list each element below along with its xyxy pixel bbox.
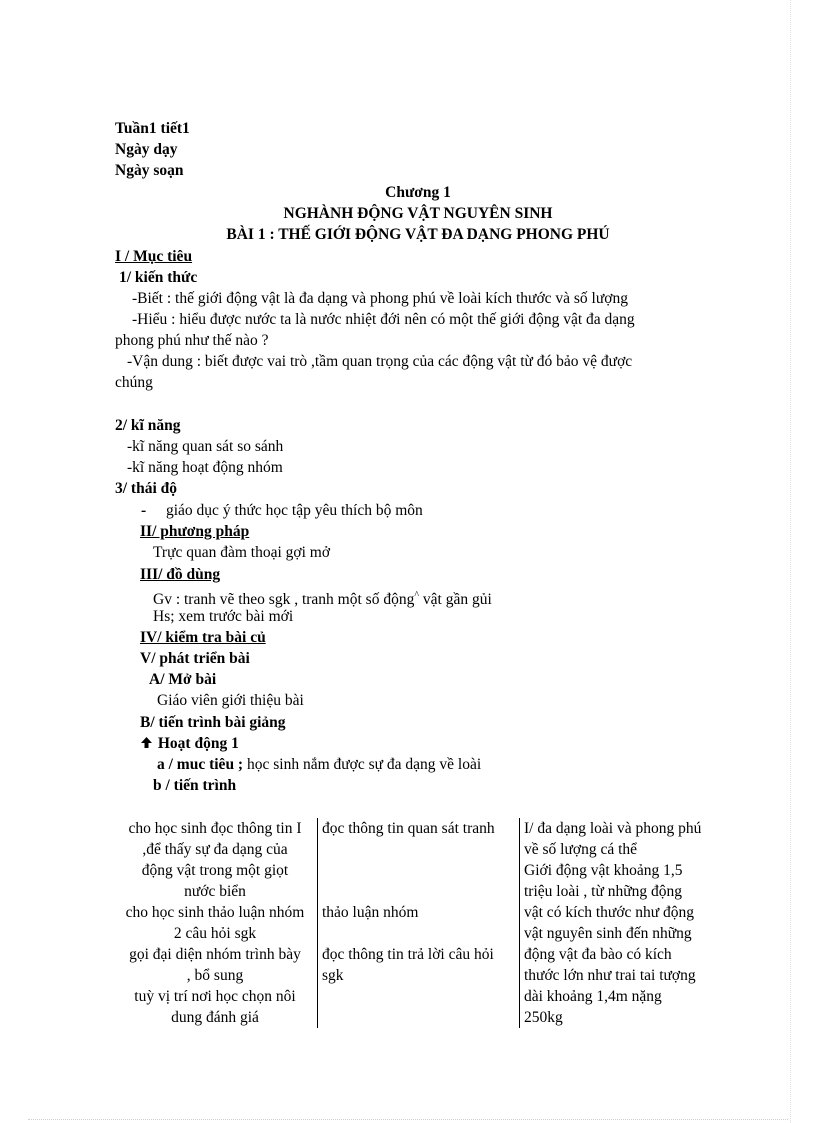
goal-line	[157, 754, 481, 775]
section-title: NGHÀNH ĐỘNG VẬT NGUYÊN SINH	[283, 205, 553, 222]
table-cell-line: ,để thấy sự đa dạng của	[142, 841, 288, 858]
teach-date-label: Ngày dạy	[115, 141, 178, 158]
knowledge-understand-2: phong phú như thế nào ?	[115, 332, 269, 349]
content-column	[519, 818, 720, 1028]
table-cell-line: động vật đa bào có kích	[524, 946, 672, 963]
materials-teacher-sup: ^	[414, 590, 420, 601]
table-cell-line: dài khoảng 1,4m nặng	[524, 988, 662, 1005]
development-heading: V/ phát triển bài	[140, 650, 250, 667]
student-activity-column	[317, 818, 518, 1028]
table-cell-line: I/ đa dạng loài và phong phú	[524, 820, 702, 837]
materials-student: Hs; xem trước bài mới	[153, 608, 294, 625]
table-cell-line	[318, 881, 518, 902]
table-cell-line: gọi đại diện nhóm trình bày	[129, 946, 301, 963]
goal-label: a / muc tiêu ;	[157, 756, 244, 773]
knowledge-understand-1: -Hiểu : hiểu được nước ta là nước nhiệt đới nên có một thế giới động vật đa dạng	[132, 311, 635, 328]
table-cell-line: thước lớn như trai tai tượng	[524, 967, 696, 984]
table-cell-line: động vật trong một giọt	[141, 862, 289, 879]
table-cell-line: dung đánh giá	[171, 1009, 259, 1026]
knowledge-know: -Biết : thế giới động vật là đa dạng và phong phú về loài kích thước và số lượng	[132, 290, 628, 307]
table-cell-line: cho học sinh đọc thông tin I	[128, 820, 302, 837]
table-cell-line	[318, 839, 518, 860]
steps-heading: b / tiến trình	[153, 777, 237, 794]
table-cell-line: Giới động vật khoảng 1,5	[524, 862, 683, 879]
materials-teacher-a: Gv : tranh vẽ theo sgk , tranh một số động	[153, 591, 415, 609]
method-heading: II/ phương pháp	[140, 523, 250, 540]
prep-date-label: Ngày soạn	[115, 162, 184, 179]
week-label: Tuần1 tiết1	[115, 120, 190, 137]
objectives-heading: I / Mục tiêu	[115, 248, 193, 265]
method-text: Trực quan đàm thoại gợi mở	[153, 544, 331, 561]
process-heading: B/ tiến trình bài giảng	[140, 714, 286, 731]
table-cell-line	[318, 923, 518, 944]
intro-heading: A/ Mở bài	[149, 671, 217, 688]
table-cell-line: , bổ sung	[186, 967, 244, 984]
chapter-title: Chương 1	[385, 184, 451, 201]
table-cell-line: cho học sinh thảo luận nhóm	[125, 904, 305, 921]
table-cell-line	[318, 860, 518, 881]
materials-teacher-b: vật gần gủi	[419, 591, 492, 609]
page-right-rule	[790, 0, 791, 1123]
materials-heading: III/ đồ dùng	[140, 566, 221, 583]
knowledge-heading: 1/ kiến thức	[119, 269, 198, 286]
table-cell-line: thảo luận nhóm	[322, 904, 419, 921]
table-cell-line: tuỳ vị trí nơi học chọn nôi	[134, 988, 296, 1005]
table-cell-line: vật nguyên sinh đến những	[524, 925, 692, 942]
knowledge-apply-2: chúng	[115, 374, 153, 391]
table-cell-line: vật có kích thước như động	[524, 904, 695, 921]
page-bottom-rule	[28, 1119, 788, 1120]
table-cell-line: nước biển	[184, 883, 246, 900]
table-cell-line: sgk	[322, 967, 344, 984]
lesson-title: BÀI 1 : THẾ GIỚI ĐỘNG VẬT ĐA DẠNG PHONG PHÚ	[226, 226, 610, 243]
up-arrow-icon	[140, 733, 154, 754]
attitude-bullet: -	[141, 502, 147, 519]
attitude-heading: 3/ thái độ	[115, 480, 178, 497]
table-cell-line: triệu loài , từ những động	[524, 883, 683, 900]
activity-heading: Hoạt động 1	[157, 735, 239, 752]
table-cell-line: 250kg	[524, 1009, 563, 1026]
table-cell-line: 2 câu hỏi sgk	[173, 925, 257, 942]
skills-heading: 2/ kĩ năng	[115, 417, 181, 434]
table-cell-line: đọc thông tin quan sát tranh	[322, 820, 495, 837]
knowledge-apply-1: -Vận dung : biết được vai trò ,tầm quan trọng của các động vật từ đó bảo vệ được	[127, 353, 633, 370]
activity-table	[115, 818, 720, 1030]
goal-text: học sinh nắm được sự đa dạng về loài	[243, 756, 482, 773]
table-cell-line: đọc thông tin trả lời câu hỏi	[322, 946, 494, 963]
table-cell-line: về số lượng cá thể	[524, 841, 638, 858]
attitude-item-1: giáo dục ý thức học tập yêu thích bộ môn	[166, 502, 423, 519]
teacher-activity-column	[115, 818, 315, 1028]
skills-item-2: -kĩ năng hoạt động nhóm	[127, 459, 283, 476]
activity-line	[140, 733, 239, 754]
review-heading: IV/ kiểm tra bài củ	[140, 629, 266, 646]
intro-text: Giáo viên giới thiệu bài	[157, 692, 304, 709]
skills-item-1: -kĩ năng quan sát so sánh	[127, 438, 284, 455]
